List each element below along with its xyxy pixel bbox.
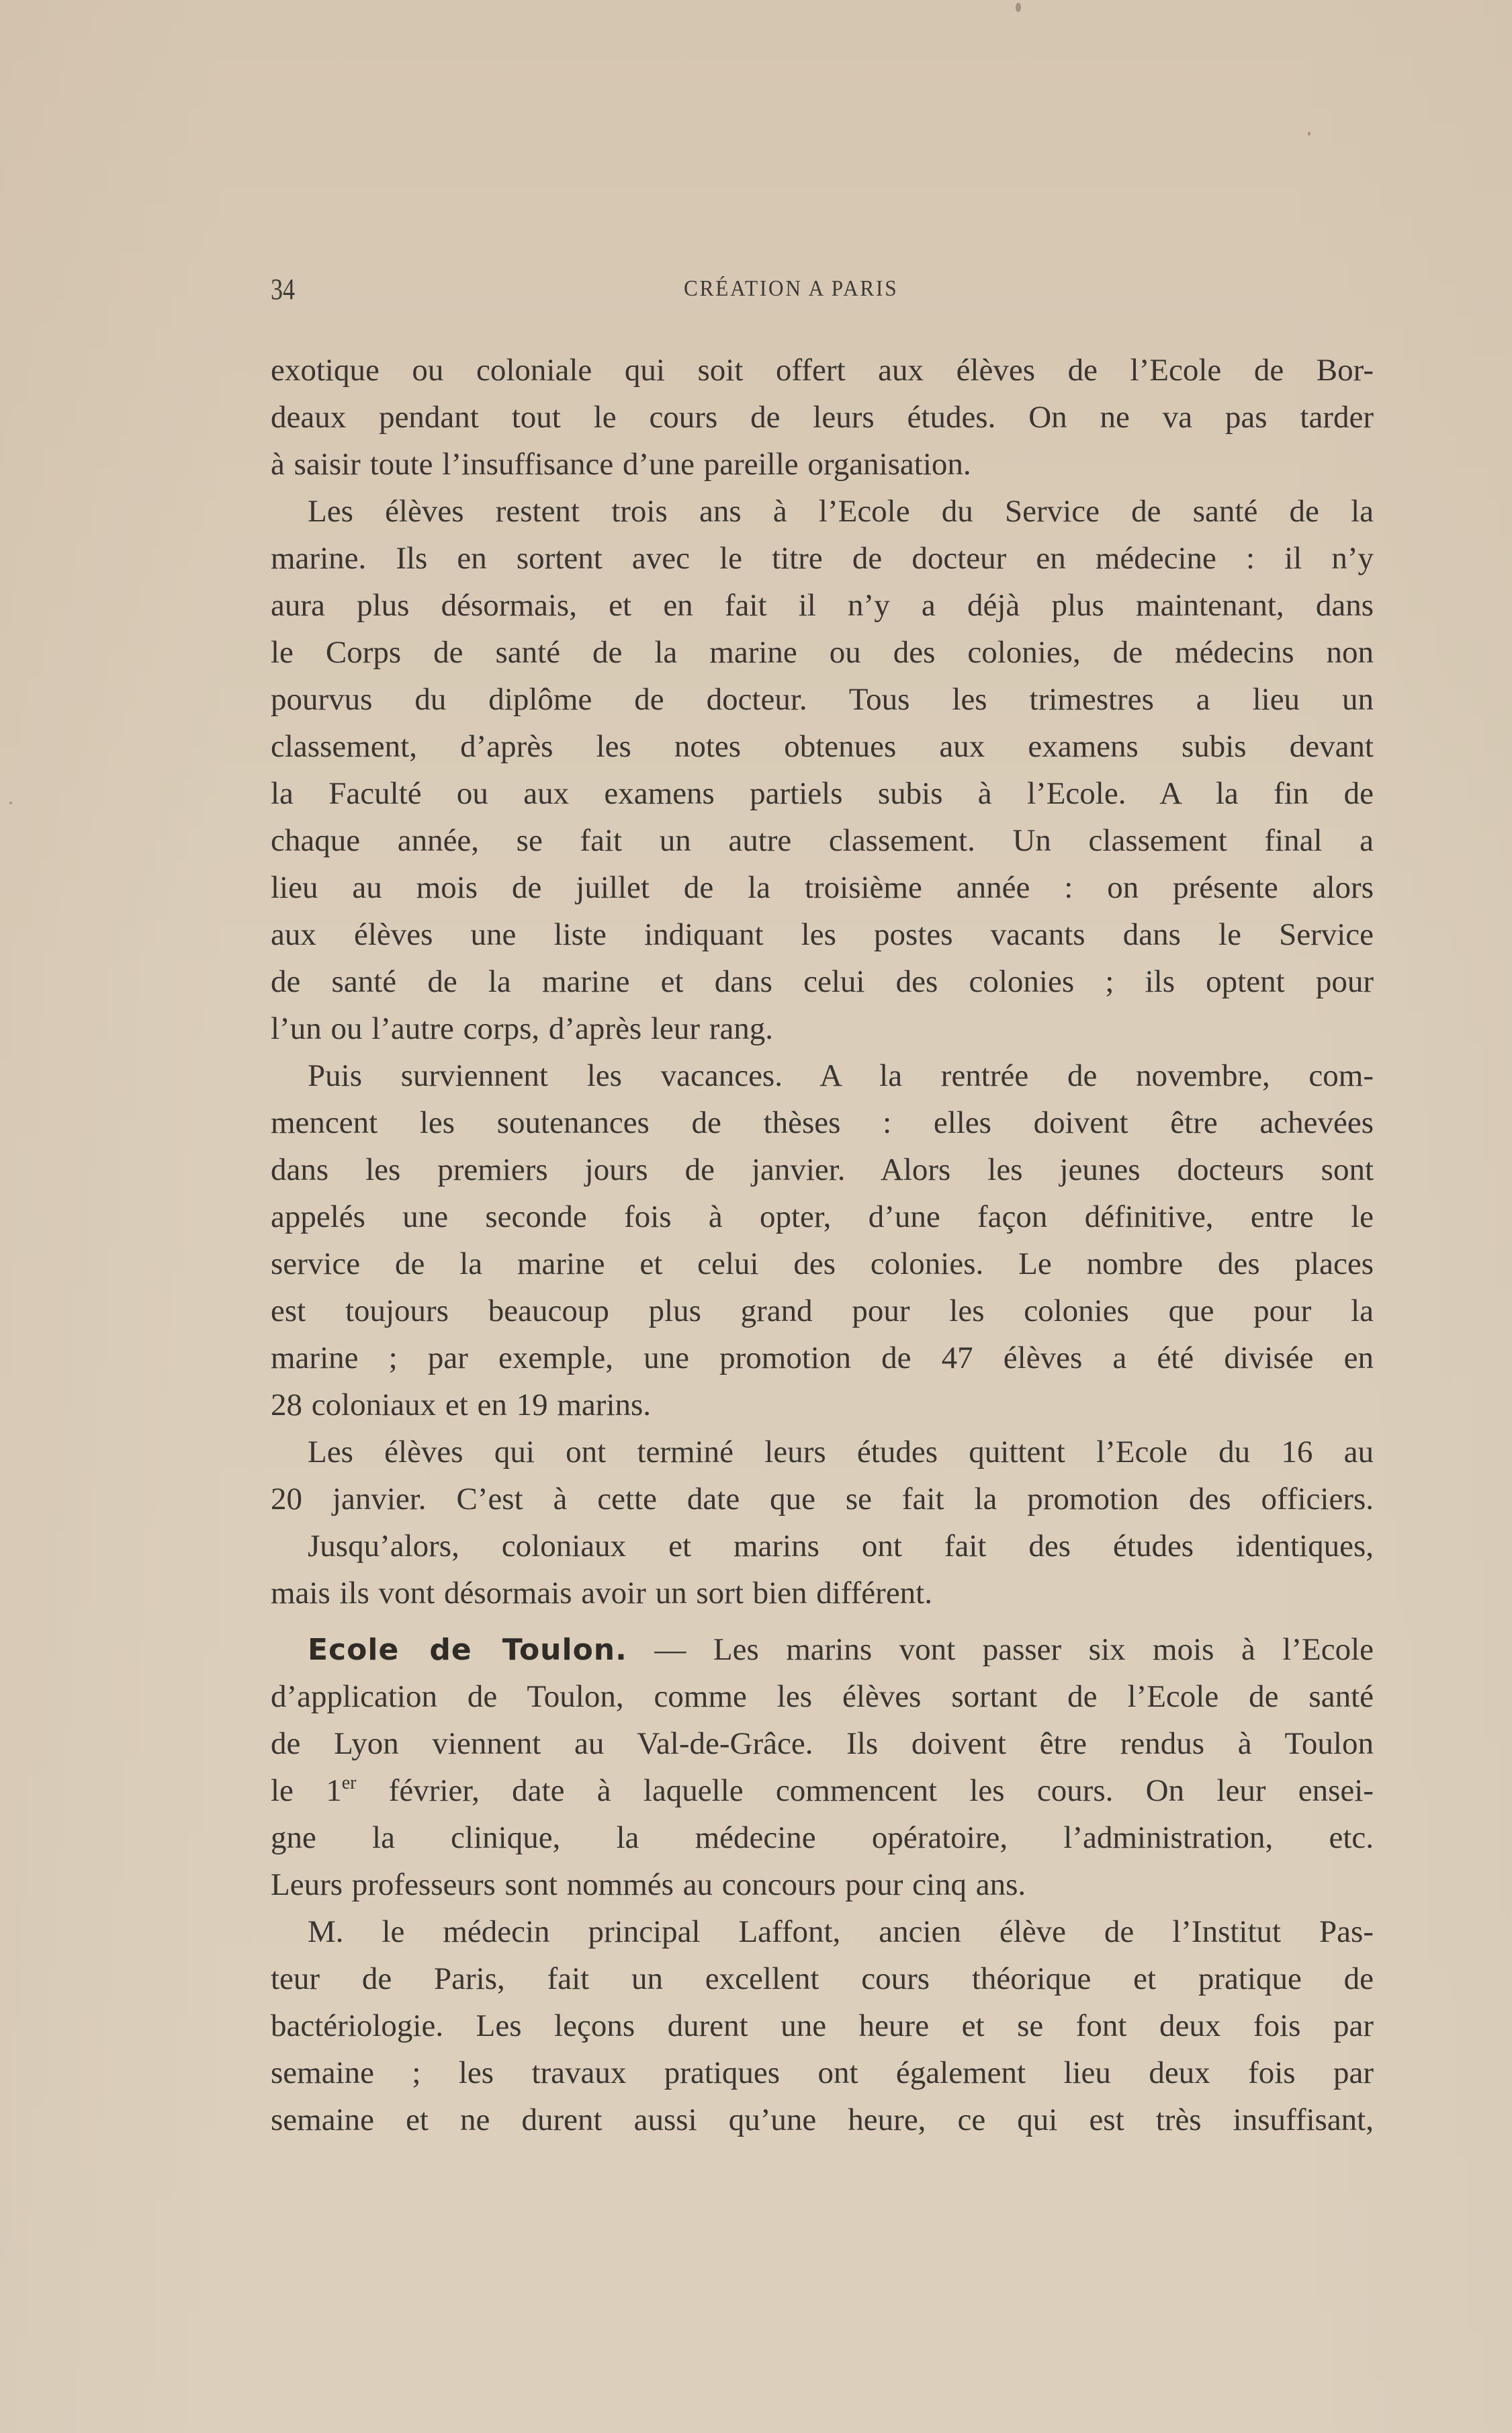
text-line: à saisir toute l’insuffisance d’une pareille organisation. xyxy=(271,447,971,482)
text-line: d’application de Toulon, comme les élèves sortant de l’Ecole de santé xyxy=(271,1679,1374,1714)
paper-speck xyxy=(1308,132,1310,136)
text-line: deaux pendant tout le cours de leurs études. On ne va pas tarder xyxy=(271,400,1374,435)
text-line: mais ils vont désormais avoir un sort bien différent. xyxy=(271,1576,932,1611)
text-line: Puis surviennent les vacances. A la rentrée de novembre, com- xyxy=(308,1058,1374,1093)
text-line: l’un ou l’autre corps, d’après leur rang. xyxy=(271,1011,774,1046)
line-prefix: le 1 xyxy=(271,1773,342,1808)
text-line: service de la marine et celui des colonies. Le nombre des places xyxy=(271,1246,1374,1281)
text-line: chaque année, se fait un autre classement. Un classement final a xyxy=(271,823,1374,858)
text-line: gne la clinique, la médecine opératoire, l’administration, etc. xyxy=(271,1820,1374,1855)
text-line: appelés une seconde fois à opter, d’une façon définitive, entre le xyxy=(271,1199,1374,1234)
text-line: classement, d’après les notes obtenues aux examens subis devant xyxy=(271,729,1374,764)
paper-speck xyxy=(1016,3,1021,12)
text-line: dans les premiers jours de janvier. Alors les jeunes docteurs sont xyxy=(271,1152,1374,1187)
text-line: de Lyon viennent au Val-de-Grâce. Ils doivent être rendus à Toulon xyxy=(271,1726,1374,1761)
text-line: 20 janvier. C’est à cette date que se fait la promotion des officiers. xyxy=(271,1482,1374,1517)
text-line: de santé de la marine et dans celui des colonies ; ils optent pour xyxy=(271,964,1374,999)
running-head xyxy=(271,272,1374,306)
text-line: M. le médecin principal Laffont, ancien élève de l’Institut Pas- xyxy=(308,1914,1374,1949)
text-line: teur de Paris, fait un excellent cours théorique et pratique de xyxy=(271,1961,1374,1996)
section-line xyxy=(271,1626,1374,1673)
body-text xyxy=(271,347,1374,2143)
text-line: marine. Ils en sortent avec le titre de docteur en médecine : il n’y xyxy=(271,541,1374,576)
text-line: Les élèves qui ont terminé leurs études quittent l’Ecole du 16 au xyxy=(308,1435,1374,1469)
text-line: aura plus désormais, et en fait il n’y a déjà plus maintenant, dans xyxy=(271,588,1374,623)
text-line: lieu au mois de juillet de la troisième année : on présente alors xyxy=(271,870,1374,905)
text-line: marine ; par exemple, une promotion de 47 élèves a été divisée en xyxy=(271,1340,1374,1375)
section-line-text: — Les marins vont passer six mois à l’Ecole xyxy=(627,1632,1374,1667)
text-line: est toujours beaucoup plus grand pour les colonies que pour la xyxy=(271,1293,1374,1328)
text-line: semaine ; les travaux pratiques ont également lieu deux fois par xyxy=(271,2055,1374,2090)
text-line: Leurs professeurs sont nommés au concours pour cinq ans. xyxy=(271,1867,1026,1902)
page-number: 34 xyxy=(271,273,296,306)
text-line: le Corps de santé de la marine ou des colonies, de médecins non xyxy=(271,635,1374,670)
line-text: février, date à laquelle commencent les cours. On leur ensei- xyxy=(356,1773,1374,1808)
text-line: aux élèves une liste indiquant les postes vacants dans le Service xyxy=(271,917,1374,952)
text-line: Les élèves restent trois ans à l’Ecole du Service de santé de la xyxy=(308,494,1374,529)
text-line: bactériologie. Les leçons durent une heure et se font deux fois par xyxy=(271,2008,1374,2043)
section-heading: Ecole de Toulon. xyxy=(308,1633,627,1667)
text-line: pourvus du diplôme de docteur. Tous les trimestres a lieu un xyxy=(271,682,1374,717)
text-line: exotique ou coloniale qui soit offert aux élèves de l’Ecole de Bor- xyxy=(271,353,1374,388)
running-title: CRÉATION A PARIS xyxy=(684,276,899,301)
paper-speck xyxy=(9,802,12,804)
ordinal-superscript: er xyxy=(341,1773,357,1793)
text-line: la Faculté ou aux examens partiels subis à l’Ecole. A la fin de xyxy=(271,776,1374,811)
text-line: semaine et ne durent aussi qu’une heure, ce qui est très insuffisant, xyxy=(271,2102,1374,2137)
text-line: Jusqu’alors, coloniaux et marins ont fait des études identiques, xyxy=(308,1529,1374,1564)
text-line: mencent les soutenances de thèses : elles doivent être achevées xyxy=(271,1105,1374,1140)
text-line xyxy=(271,1767,1374,1814)
text-line: 28 coloniaux et en 19 marins. xyxy=(271,1388,652,1422)
